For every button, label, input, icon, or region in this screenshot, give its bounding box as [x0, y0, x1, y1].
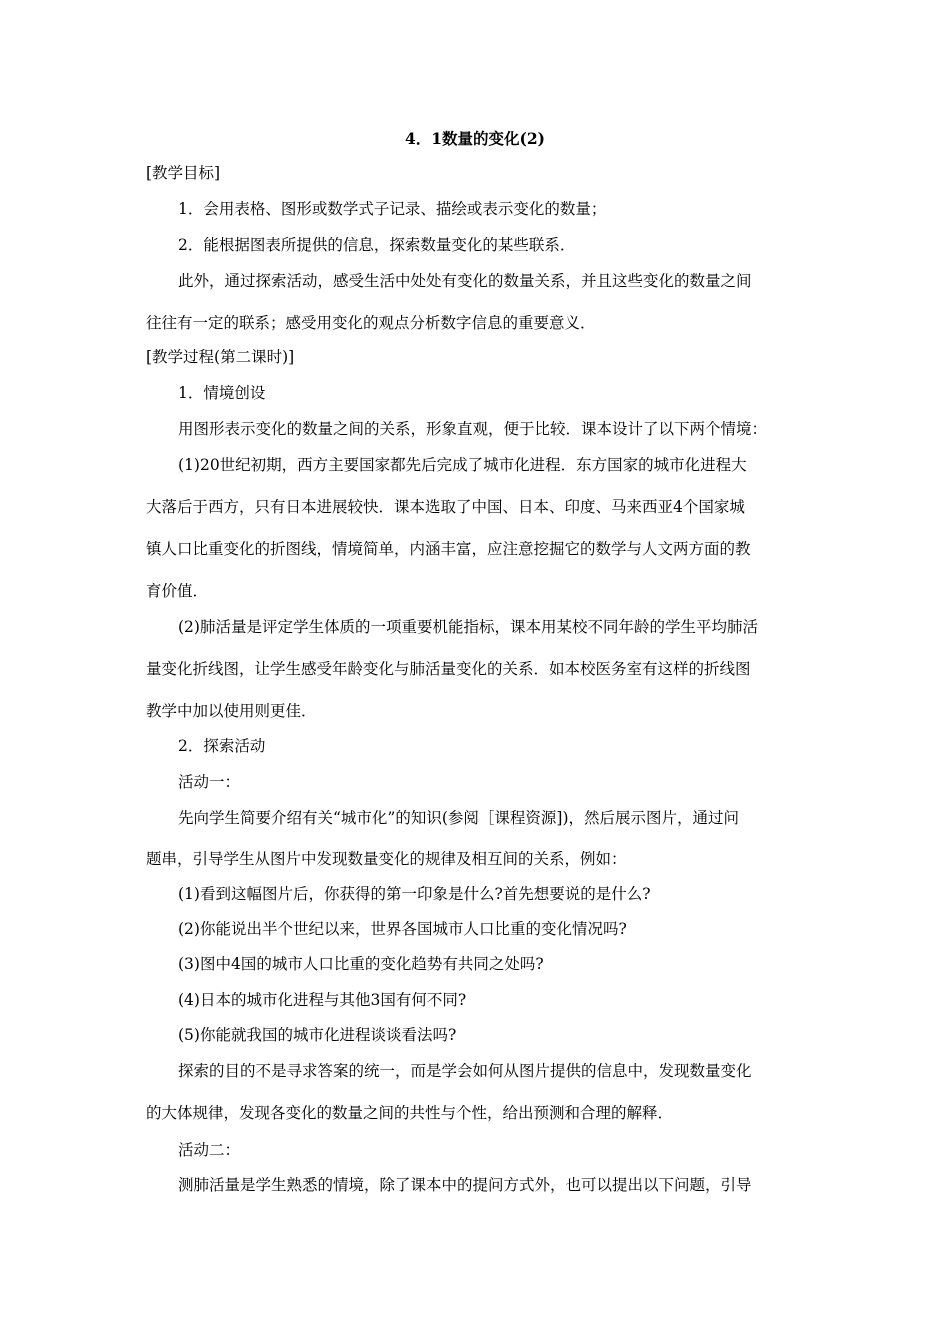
- paragraph-line: 育价值．: [146, 582, 209, 600]
- paragraph-line: 1．会用表格、图形或数学式子记录、描绘或表示变化的数量；: [178, 200, 607, 218]
- question-item: (3)图中4国的城市人口比重的变化趋势有共同之处吗?: [178, 955, 544, 973]
- question-item: (4)日本的城市化进程与其他3国有何不同?: [178, 991, 467, 1009]
- paragraph-line: 的大体规律，发现各变化的数量之间的共性与个性，给出预测和合理的解释．: [146, 1104, 674, 1122]
- paragraph-line: 往往有一定的联系；感受用变化的观点分析数字信息的重要意义．: [146, 314, 596, 332]
- paragraph-line: 镇人口比重变化的折图线，情境简单，内涵丰富，应注意挖掘它的数学与人文两方面的教: [146, 540, 751, 558]
- section-heading-goals: [教学目标]: [146, 164, 221, 182]
- question-item: (2)你能说出半个世纪以来，世界各国城市人口比重的变化情况吗?: [178, 920, 627, 938]
- question-item: (1)看到这幅图片后，你获得的第一印象是什么?首先想要说的是什么?: [178, 885, 651, 903]
- paragraph-line: 大落后于西方，只有日本进展较快．课本选取了中国、日本、印度、马来西亚4个国家城: [146, 498, 745, 516]
- paragraph-line: (2)肺活量是评定学生体质的一项重要机能指标，课本用某校不同年龄的学生平均肺活: [178, 618, 758, 636]
- subheading: 1．情境创设: [178, 384, 266, 402]
- paragraph-line: 探索的目的不是寻求答案的统一，而是学会如何从图片提供的信息中，发现数量变化: [178, 1062, 752, 1080]
- paragraph-line: 量变化折线图，让学生感受年龄变化与肺活量变化的关系．如本校医务室有这样的折线图: [146, 660, 751, 678]
- section-heading-process: [教学过程(第二课时)]: [146, 348, 295, 366]
- paragraph-line: (1)20世纪初期，西方主要国家都先后完成了城市化进程．东方国家的城市化进程大: [178, 456, 747, 474]
- paragraph-line: 先向学生简要介绍有关“城市化”的知识(参阅［课程资源])，然后展示图片，通过问: [178, 809, 739, 827]
- paragraph-line: 2．能根据图表所提供的信息，探索数量变化的某些联系．: [178, 236, 576, 254]
- activity-label: 活动二：: [178, 1141, 241, 1159]
- paragraph-line: 用图形表示变化的数量之间的关系，形象直观，便于比较．课本设计了以下两个情境：: [178, 420, 768, 438]
- paragraph-line: 教学中加以使用则更佳．: [146, 702, 317, 720]
- subheading: 2．探索活动: [178, 737, 266, 755]
- paragraph-line: 题串，引导学生从图片中发现数量变化的规律及相互间的关系，例如：: [146, 850, 627, 868]
- question-item: (5)你能就我国的城市化进程谈谈看法吗?: [178, 1026, 457, 1044]
- activity-label: 活动一：: [178, 773, 241, 791]
- paragraph-line: 测肺活量是学生熟悉的情境，除了课本中的提问方式外，也可以提出以下问题，引导: [178, 1176, 752, 1194]
- paragraph-line: 此外，通过探索活动，感受生活中处处有变化的数量关系，并且这些变化的数量之间: [178, 272, 752, 290]
- document-title: 4．1数量的变化(2): [404, 129, 546, 148]
